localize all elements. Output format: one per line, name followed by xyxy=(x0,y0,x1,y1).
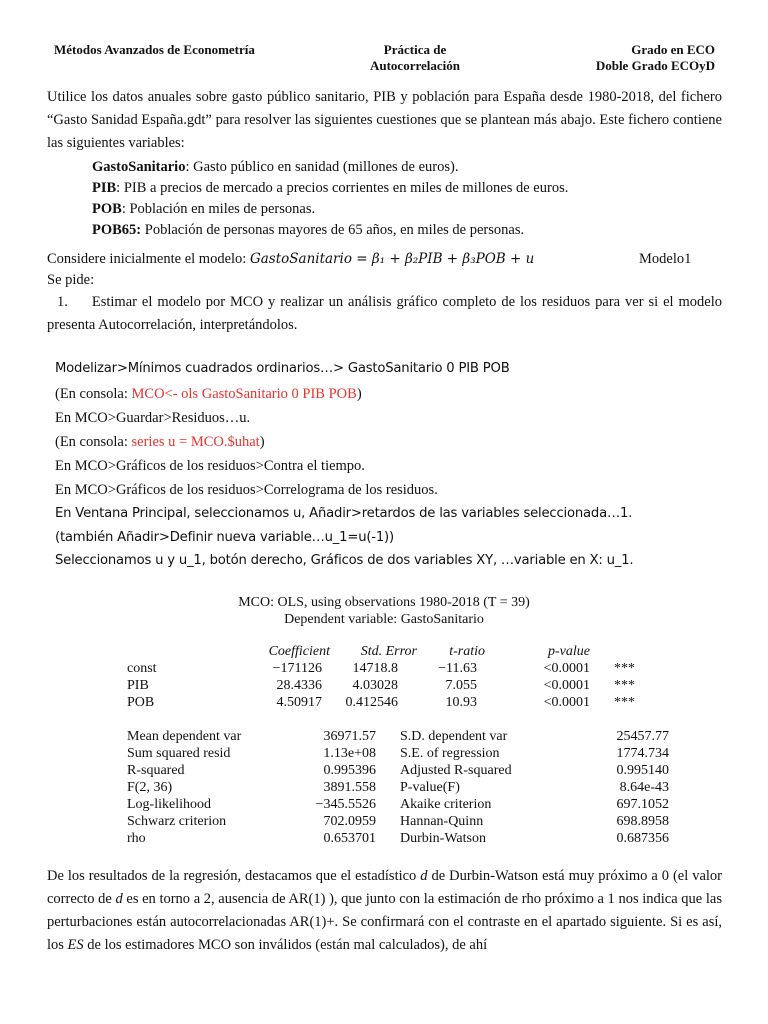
stats-row: Schwarz criterion 702.0959 Hannan-Quinn 698.8958 xyxy=(127,814,669,829)
table-row: POB 4.50917 0.412546 10.93 <0.0001 *** xyxy=(127,695,635,710)
step-plot-time: En MCO>Gráficos de los residuos>Contra el tiempo. xyxy=(55,458,365,474)
variable-pob: POB: Población en miles de personas. xyxy=(92,201,316,217)
model-equation: GastoSanitario = β₁ + β₂PIB + β₃POB + u xyxy=(249,251,535,267)
stats-row: F(2, 36) 3891.558 P-value(F) 8.64e-43 xyxy=(127,780,669,795)
step-console-series: (En consola: series u = MCO.$uhat) xyxy=(55,434,265,450)
variable-pob65: POB65: Población de personas mayores de 65 años, en miles de personas. xyxy=(92,222,525,238)
step-xy-plot: Seleccionamos u y u_1, botón derecho, Gráficos de dos variables XY, …variable en X: u_1. xyxy=(55,553,634,568)
model-statement: Considere inicialmente el modelo: GastoSanitario = β₁ + β₂PIB + β₃POB + u xyxy=(47,251,535,267)
step-console-ols: (En consola: MCO<- ols GastoSanitario 0 PIB POB) xyxy=(55,386,362,402)
step-define-variable: (también Añadir>Definir nueva variable…u_1=u(-1)) xyxy=(55,530,394,545)
model-label: Modelo1 xyxy=(639,251,692,267)
table-row: PIB 28.4336 4.03028 7.055 <0.0001 *** xyxy=(127,678,635,693)
step-add-lags: En Ventana Principal, seleccionamos u, Añadir>retardos de las variables seleccionada…1. xyxy=(55,506,633,521)
question-1: 1. Estimar el modelo por MCO y realizar un análisis gráfico completo de los residuos para ver si el modelo presenta Autocorrelación, interpretándolos. xyxy=(47,294,722,333)
table-row: const −171126 14718.8 −11.63 <0.0001 *** xyxy=(127,661,635,676)
step-save-residuals: En MCO>Guardar>Residuos…u. xyxy=(55,410,251,426)
degree-title: Grado en ECO Doble Grado ECOyD xyxy=(595,42,715,73)
output-title: MCO: OLS, using observations 1980-2018 (T = 39) xyxy=(238,595,530,610)
course-title: Métodos Avanzados de Econometría xyxy=(54,42,255,57)
coef-table-header: Coefficient Std. Error t-ratio p-value xyxy=(268,644,590,659)
stats-row: Sum squared resid 1.13e+08 S.E. of regression 1774.734 xyxy=(127,746,669,761)
stats-row: rho 0.653701 Durbin-Watson 0.687356 xyxy=(127,831,669,846)
step-modelizar: Modelizar>Mínimos cuadrados ordinarios…> GastoSanitario 0 PIB POB xyxy=(55,361,510,376)
step-correlogram: En MCO>Gráficos de los residuos>Correlograma de los residuos. xyxy=(55,482,438,498)
stats-row: Log-likelihood −345.5526 Akaike criterion 697.1052 xyxy=(127,797,669,812)
conclusion-paragraph: De los resultados de la regresión, destacamos que el estadístico d de Durbin-Watson está muy próximo a 0 (el valor correcto de d es en torno a 2, ausencia de AR(1) ), que junto con la estimación de rho próximo a 1 nos indica que las perturbaciones están autocorrelacionadas AR(1)+. Se confirmará con el contraste en el apartado siguiente. Si es así, los ES de los estimadores MCO son inválidos (están mal calculados), de ahí xyxy=(47,868,722,953)
stats-row: Mean dependent var 36971.57 S.D. dependent var 25457.77 xyxy=(127,729,669,744)
output-dependent: Dependent variable: GastoSanitario xyxy=(284,612,484,627)
variable-gastosanitario: GastoSanitario: Gasto público en sanidad (millones de euros). xyxy=(92,159,459,175)
variable-pib: PIB: PIB a precios de mercado a precios corrientes en miles de millones de euros. xyxy=(92,180,569,196)
se-pide: Se pide: xyxy=(47,272,95,288)
intro-paragraph: Utilice los datos anuales sobre gasto público sanitario, PIB y población para España desde 1980-2018, del fichero “Gasto Sanidad España.gdt” para resolver las siguientes cuestiones que se plantean más abajo. Este fichero contiene las siguientes variables: xyxy=(47,89,722,151)
stats-row: R-squared 0.995396 Adjusted R-squared 0.995140 xyxy=(127,763,669,778)
practice-title: Práctica de Autocorrelación xyxy=(369,42,461,73)
